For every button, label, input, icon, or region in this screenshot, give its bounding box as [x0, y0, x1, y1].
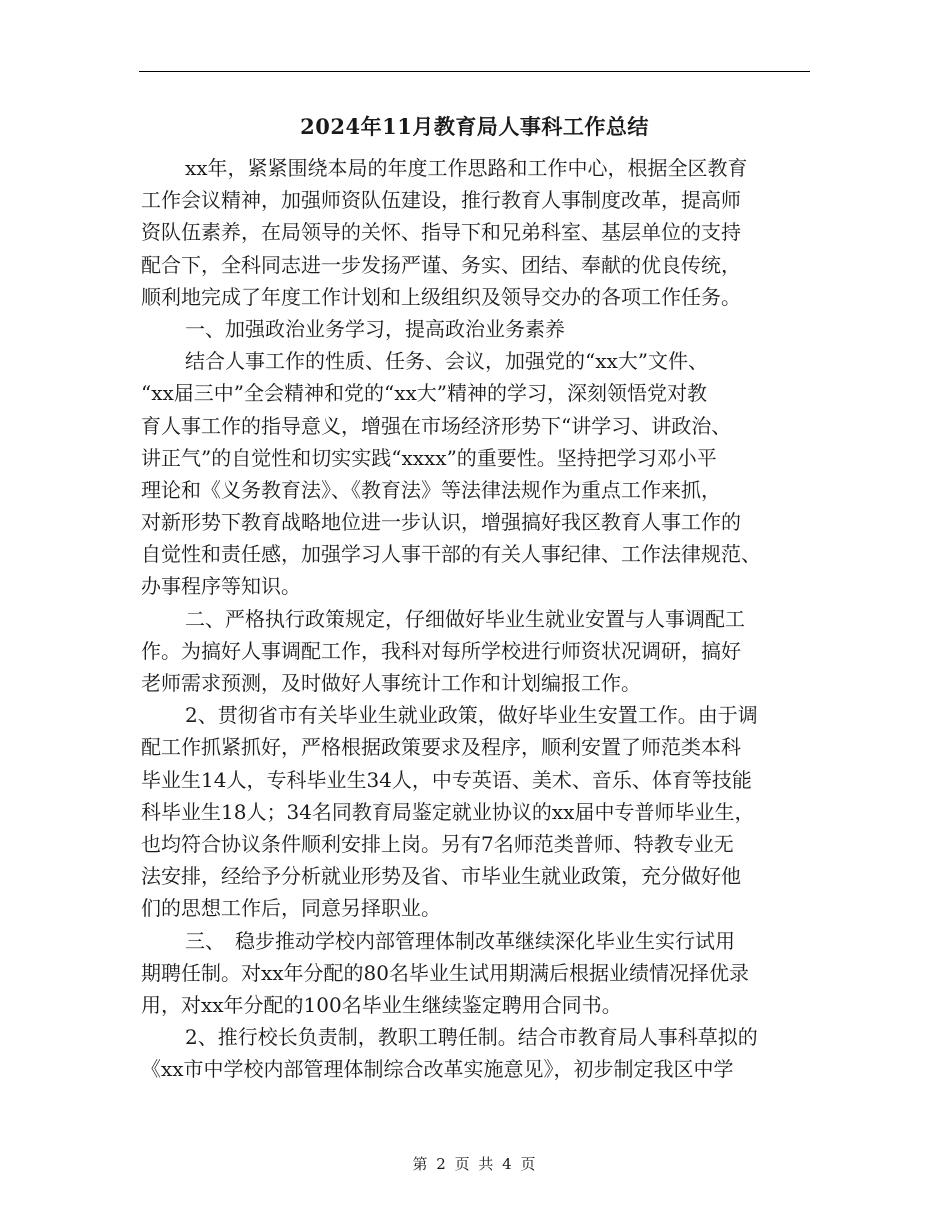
body-line: 育人事工作的指导意义，增强在市场经济形势下“讲学习、讲政治、	[141, 413, 732, 438]
body-line: 科毕业生18人；34名同教育局鉴定就业协议的xx届中专普师毕业生，	[141, 799, 755, 824]
body-line: 办事程序等知识。	[141, 574, 301, 599]
document-title: 2024年11月教育局人事科工作总结	[300, 114, 649, 139]
body-line: 资队伍素养，在局领导的关怀、指导下和兄弟科室、基层单位的支持	[141, 220, 741, 245]
body-line: 法安排，经给予分析就业形势及省、市毕业生就业政策，充分做好他	[141, 864, 741, 889]
body-line: 也均符合协议条件顺利安排上岗。另有7名师范类普师、特教专业无	[141, 831, 734, 856]
section-heading: 三、 稳步推动学校内部管理体制改革继续深化毕业生实行试用	[185, 928, 735, 953]
body-line: 2、贯彻省市有关毕业生就业政策，做好毕业生安置工作。由于调	[185, 703, 758, 728]
header-rule	[139, 71, 810, 72]
body-line: 对新形势下教育战略地位进一步认识，增强搞好我区教育人事工作的	[141, 510, 741, 535]
page-number-footer: 第 2 页 共 4 页	[412, 1155, 538, 1173]
section-heading: 二、严格执行政策规定，仔细做好毕业生就业安置与人事调配工	[185, 606, 745, 631]
body-line: “xx届三中”全会精神和党的“xx大”精神的学习，深刻领悟党对教	[141, 381, 708, 406]
body-line: 2、推行校长负责制，教职工聘任制。结合市教育局人事科草拟的	[185, 1025, 758, 1050]
body-line: 配合下，全科同志进一步发扬严谨、务实、团结、奉献的优良传统，	[141, 252, 741, 277]
body-line: 顺利地完成了年度工作计划和上级组织及领导交办的各项工作任务。	[141, 284, 741, 309]
body-line: 作。为搞好人事调配工作，我科对每所学校进行师资状况调研，搞好	[141, 638, 741, 663]
body-line: 讲正气”的自觉性和切实实践“xxxx”的重要性。坚持把学习邓小平	[141, 445, 717, 470]
body-line: 工作会议精神，加强师资队伍建设，推行教育人事制度改革，提高师	[141, 188, 741, 213]
body-line: 理论和《义务教育法》、《教育法》等法律法规作为重点工作来抓，	[141, 477, 721, 502]
body-line: 毕业生14人，专科毕业生34人，中专英语、美术、音乐、体育等技能	[141, 767, 752, 792]
body-line: 《xx市中学校内部管理体制综合改革实施意见》，初步制定我区中学	[141, 1057, 734, 1082]
body-line: xx年，紧紧围绕本局的年度工作思路和工作中心，根据全区教育	[185, 156, 748, 180]
body-line: 自觉性和责任感，加强学习人事干部的有关人事纪律、工作法律规范、	[141, 542, 761, 567]
section-heading: 一、加强政治业务学习，提高政治业务素养	[185, 316, 565, 341]
document-body	[141, 152, 813, 1085]
body-line: 配工作抓紧抓好，严格根据政策要求及程序，顺利安置了师范类本科	[141, 735, 741, 760]
body-line: 们的思想工作后，同意另择职业。	[141, 896, 441, 921]
body-line: 用，对xx年分配的100名毕业生继续鉴定聘用合同书。	[141, 992, 622, 1017]
body-line: 期聘任制。对xx年分配的80名毕业生试用期满后根据业绩情况择优录	[141, 960, 750, 985]
body-line: 老师需求预测，及时做好人事统计工作和计划编报工作。	[141, 671, 641, 695]
body-line: 结合人事工作的性质、任务、会议，加强党的“xx大”文件、	[185, 349, 709, 374]
